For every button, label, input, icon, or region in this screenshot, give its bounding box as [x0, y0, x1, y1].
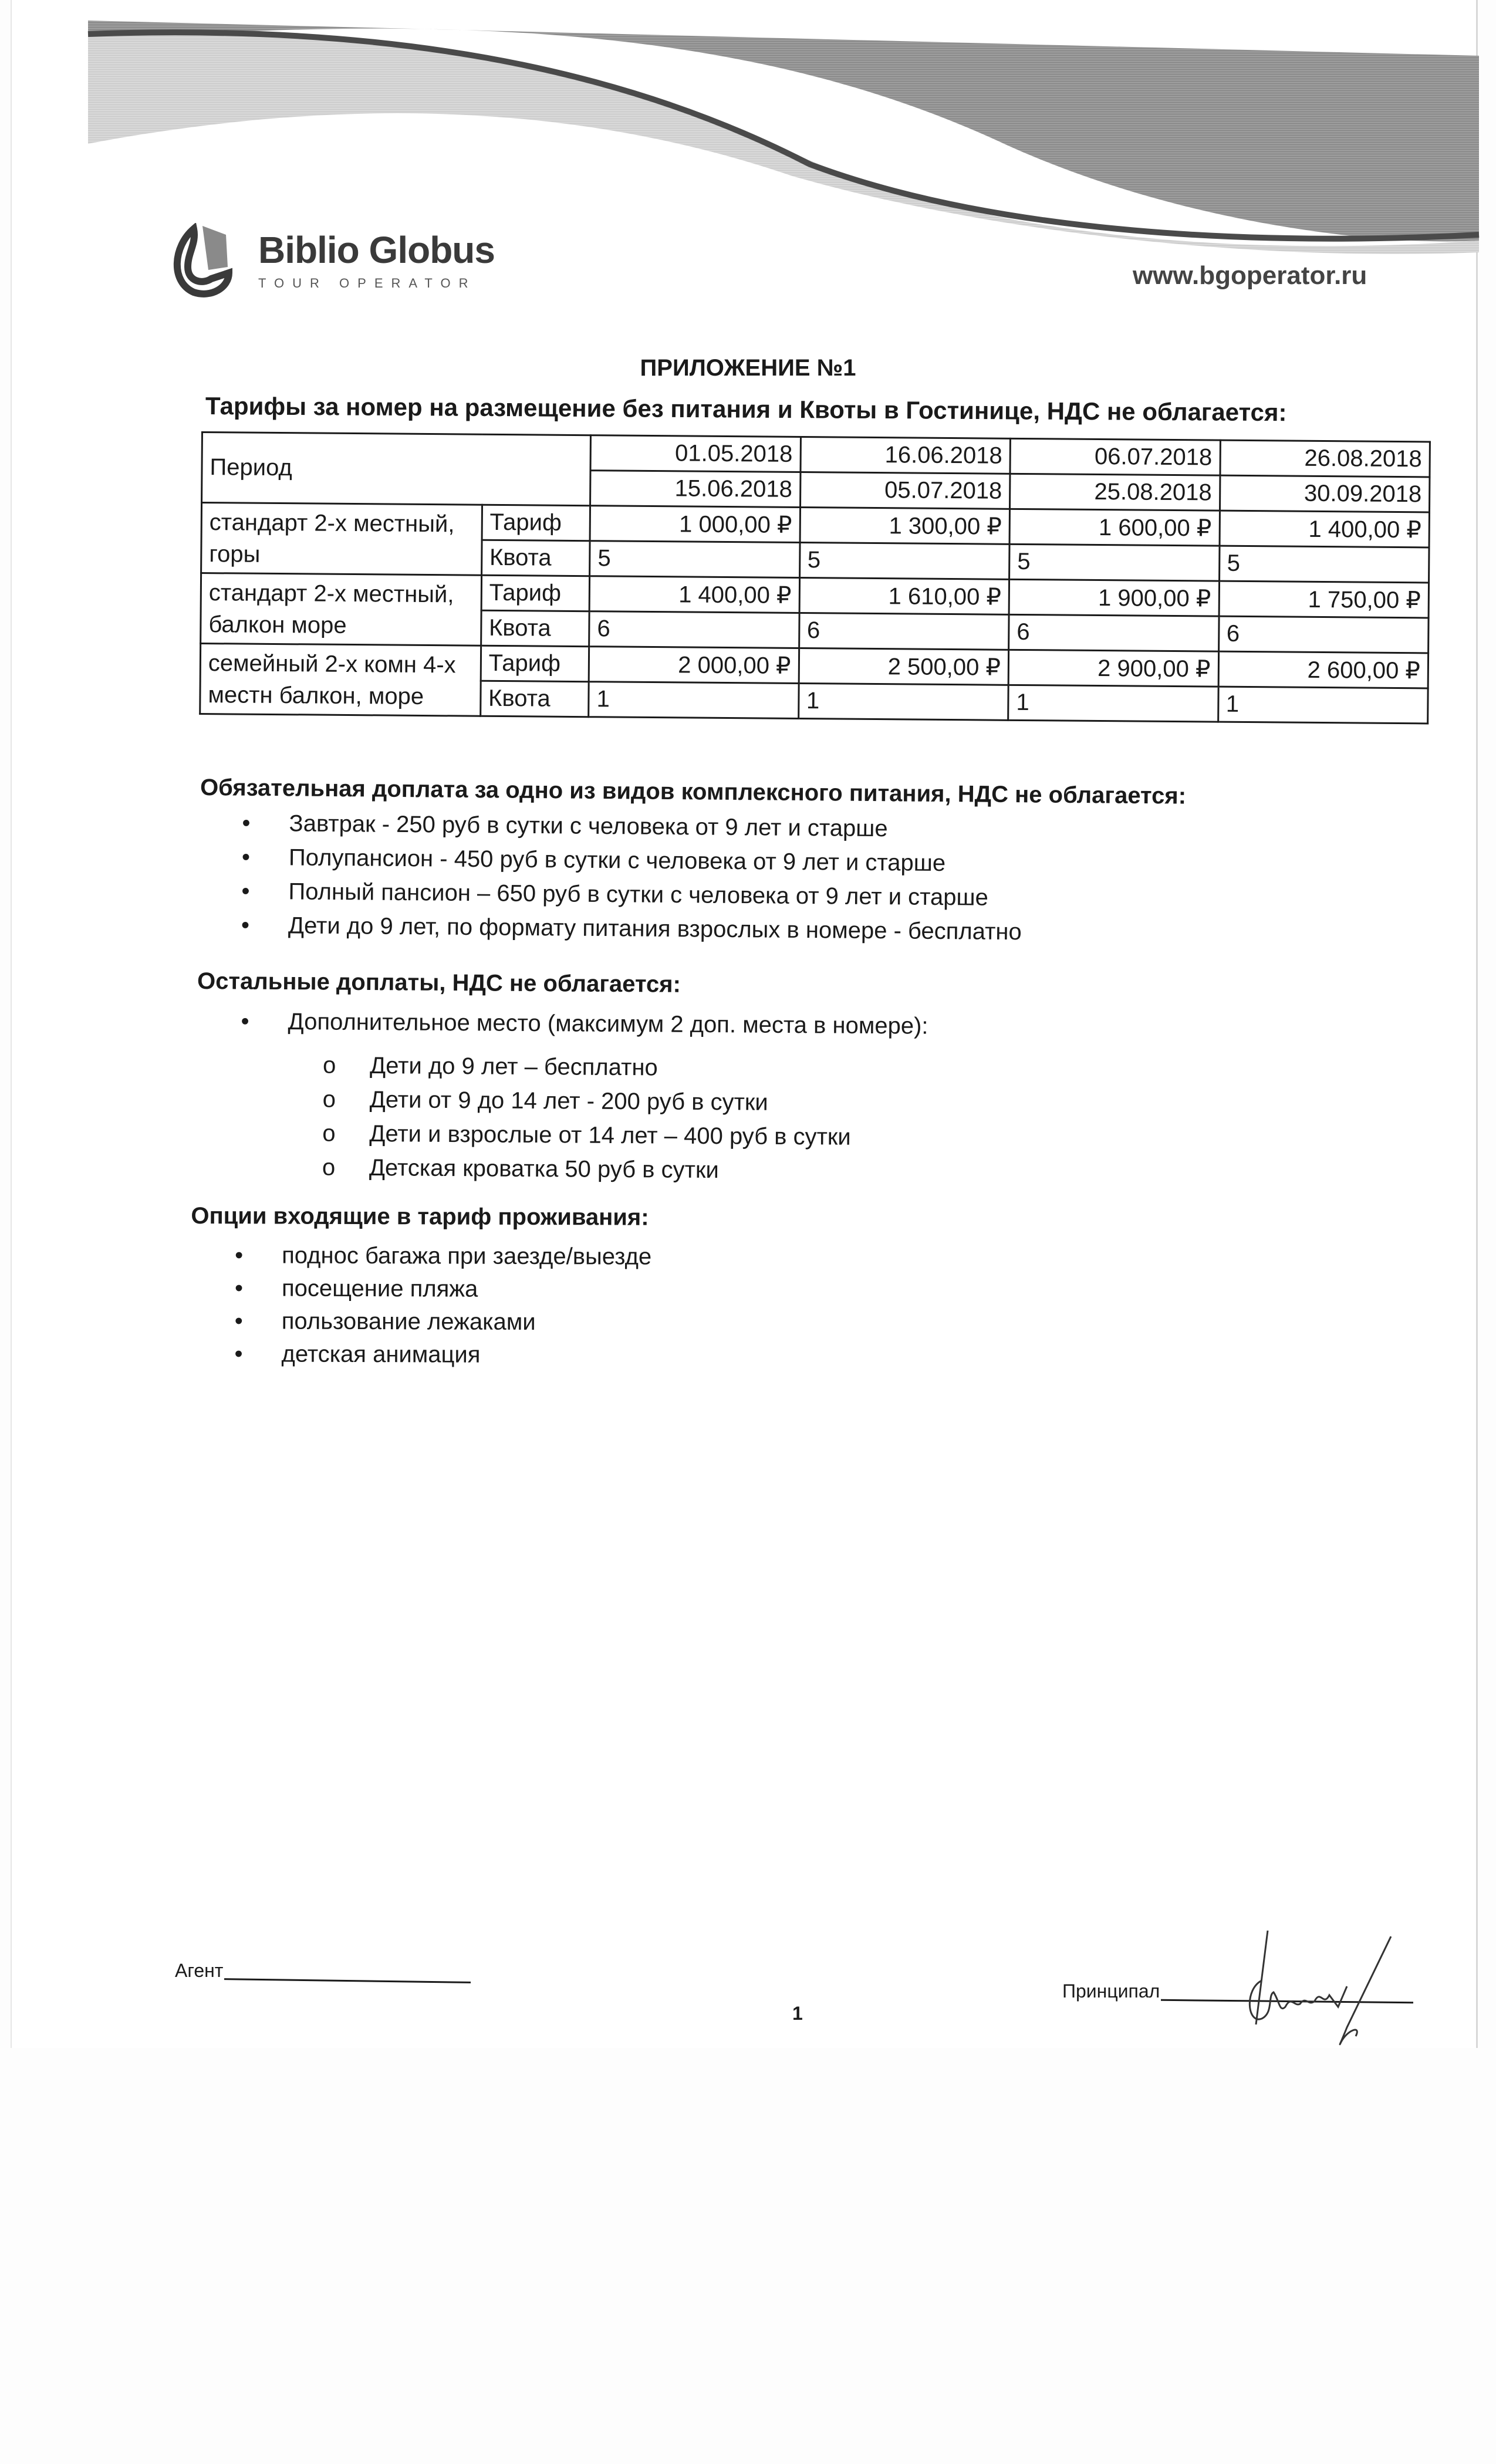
quota-cell: 5	[590, 541, 800, 578]
rate-cell: 1 750,00 ₽	[1219, 581, 1429, 618]
circle-bullet-icon: o	[322, 1086, 336, 1113]
bullet-icon: •	[234, 1308, 243, 1334]
rate-cell: 2 500,00 ₽	[799, 648, 1009, 685]
biblio-globus-logo-icon	[170, 223, 235, 299]
extras-list	[241, 1005, 928, 1043]
extras-sublist	[322, 1049, 928, 1189]
quota-cell: 1	[1218, 687, 1428, 724]
bullet-icon: •	[234, 1275, 244, 1302]
rate-cell: 1 400,00 ₽	[1220, 511, 1430, 547]
agent-signature-block	[175, 1960, 471, 1982]
list-item-text: пользование лежаками	[281, 1308, 536, 1336]
meals-section	[199, 775, 1186, 951]
circle-bullet-icon: o	[322, 1120, 336, 1147]
table-title: Тарифы за номер на размещение без питания и Квоты в Гостинице, НДС не облагается:	[205, 392, 1287, 427]
sub-list-item	[323, 1083, 928, 1121]
extras-title: Остальные доплаты, НДС не облагается:	[197, 968, 681, 998]
list-item-text: Дети от 9 до 14 лет - 200 руб в сутки	[369, 1087, 768, 1116]
period-from: 06.07.2018	[1010, 438, 1220, 475]
sub-list-item	[322, 1150, 927, 1188]
rate-label: Тариф	[482, 505, 590, 540]
options-section	[191, 1203, 652, 1372]
list-item-text: Дети до 9 лет – бесплатно	[369, 1053, 658, 1081]
website-link[interactable]: www.bgoperator.ru	[1133, 261, 1367, 290]
bullet-icon: •	[235, 1242, 244, 1269]
annex-title: ПРИЛОЖЕНИЕ №1	[640, 355, 856, 381]
rate-cell: 2 600,00 ₽	[1218, 651, 1429, 688]
bullet-icon: •	[241, 844, 251, 870]
quota-cell: 5	[1009, 544, 1220, 581]
header-wave-decoration	[0, 0, 1496, 258]
rate-label: Тариф	[481, 575, 590, 611]
list-item-text: Завтрак - 250 руб в сутки с человека от 9 лет и старше	[289, 810, 888, 842]
bullet-icon: •	[234, 1341, 243, 1367]
room-name: стандарт 2-х местный, балкон море	[201, 573, 482, 646]
list-item-text: детская анимация	[281, 1341, 481, 1368]
room-name: стандарт 2-х местный, горы	[201, 503, 482, 576]
rate-cell: 1 900,00 ₽	[1009, 579, 1219, 616]
extras-section	[196, 968, 928, 1189]
list-item	[235, 1304, 651, 1339]
bullet-icon: •	[242, 810, 251, 836]
rate-cell: 2 900,00 ₽	[1008, 650, 1218, 687]
agent-label: Агент	[175, 1960, 224, 1981]
quota-label: Квота	[480, 681, 589, 716]
list-item	[235, 1337, 651, 1371]
list-item	[235, 1272, 651, 1306]
quota-cell: 6	[589, 611, 799, 648]
rate-cell: 2 000,00 ₽	[589, 647, 799, 684]
quota-cell: 1	[589, 682, 799, 719]
brand-subtitle: TOUR OPERATOR	[258, 276, 477, 290]
period-to: 25.08.2018	[1010, 474, 1220, 511]
principal-label: Принципал	[1062, 1980, 1160, 2002]
quota-label: Квота	[481, 610, 589, 646]
options-title: Опции входящие в тариф проживания:	[191, 1203, 649, 1231]
list-item-text: поднос багажа при заезде/выезде	[282, 1242, 652, 1270]
quota-cell: 1	[798, 684, 1008, 721]
page-number: 1	[792, 2003, 803, 2024]
quota-label: Квота	[481, 540, 590, 576]
list-item	[235, 1239, 651, 1273]
brand-logo	[170, 223, 495, 299]
period-from: 26.08.2018	[1220, 440, 1430, 477]
meals-list	[241, 806, 1186, 951]
circle-bullet-icon: o	[322, 1154, 336, 1181]
rate-cell: 1 300,00 ₽	[800, 508, 1010, 545]
sub-list-item	[323, 1049, 928, 1087]
room-name: семейный 2-х комн 4-х местн балкон, море	[200, 644, 481, 716]
rate-cell: 1 000,00 ₽	[590, 506, 800, 543]
period-to: 05.07.2018	[800, 472, 1010, 509]
sub-list-item	[322, 1116, 927, 1154]
list-item-text: Дети до 9 лет, по формату питания взрослых в номере - бесплатно	[288, 912, 1022, 945]
quota-cell: 6	[1009, 614, 1219, 651]
rate-cell: 1 600,00 ₽	[1009, 509, 1220, 546]
list-item	[241, 1005, 928, 1043]
list-item-text: посещение пляжа	[281, 1275, 478, 1302]
period-to: 15.06.2018	[590, 471, 801, 508]
circle-bullet-icon: o	[322, 1052, 336, 1079]
options-list	[235, 1239, 652, 1371]
bullet-icon: •	[241, 912, 250, 938]
quota-cell: 5	[1219, 546, 1429, 583]
period-label: Период	[202, 432, 591, 506]
list-item-text: Дополнительное место (максимум 2 доп. места в номере):	[288, 1009, 928, 1039]
rate-label: Тариф	[481, 645, 589, 681]
brand-name: Biblio Globus	[258, 229, 495, 271]
handwritten-signature-icon	[1244, 1925, 1438, 2048]
rate-cell: 1 610,00 ₽	[799, 578, 1009, 615]
meals-title: Обязательная доплата за одно из видов комплексного питания, НДС не облагается:	[200, 775, 1187, 809]
list-item-text: Полупансион - 450 руб в сутки с человека от 9 лет и старше	[288, 844, 946, 877]
list-item-text: Дети и взрослые от 14 лет – 400 руб в сутки	[369, 1121, 851, 1150]
period-from: 16.06.2018	[801, 437, 1011, 474]
quota-cell: 6	[799, 613, 1009, 650]
quota-cell: 6	[1218, 616, 1429, 653]
list-item-text: Полный пансион – 650 руб в сутки с человека от 9 лет и старше	[288, 878, 989, 911]
quota-cell: 1	[1008, 685, 1218, 722]
list-item-text: Детская кроватка 50 руб в сутки	[369, 1155, 719, 1184]
tariff-table	[199, 431, 1431, 724]
bullet-icon: •	[241, 878, 250, 904]
rate-cell: 1 400,00 ₽	[589, 576, 799, 613]
quota-cell: 5	[799, 543, 1009, 580]
period-to: 30.09.2018	[1220, 475, 1430, 512]
period-from: 01.05.2018	[590, 435, 801, 472]
bullet-icon: •	[241, 1008, 249, 1035]
